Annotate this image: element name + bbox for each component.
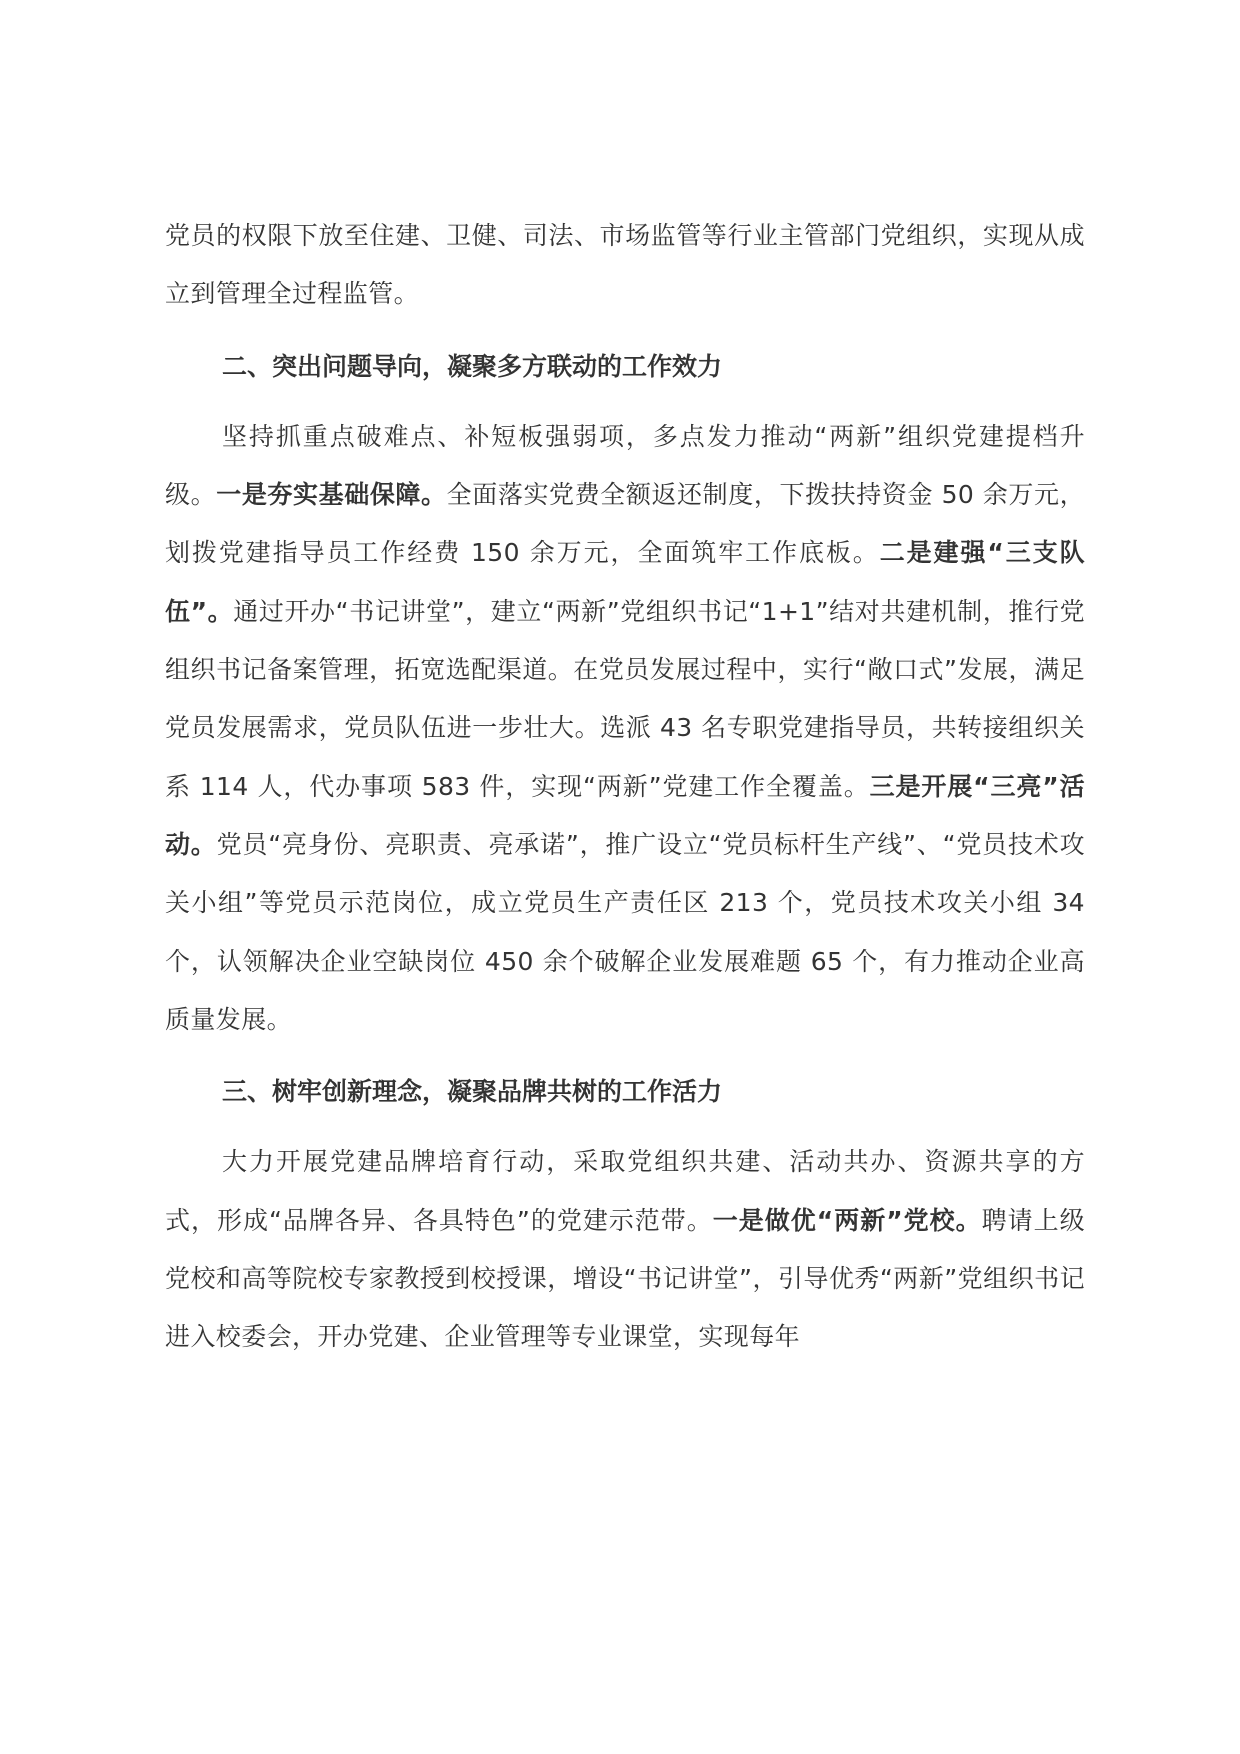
section3-point1-title: 一是做优“两新”党校。: [712, 1205, 982, 1235]
section2-point1-title: 一是夯实基础保障。: [216, 480, 447, 510]
section2-point3-title: 三是开展“三亮”活动。: [165, 771, 1086, 859]
section3-paragraph: [165, 1133, 1085, 1366]
section2-intro: 坚持抓重点破难点、补短板强弱项，多点发力推动“两新”组织党建提档升级。: [165, 421, 1085, 510]
section3-intro: 大力开展党建品牌培育行动，采取党组织共建、活动共办、资源共享的方式，形成“品牌各异、各具特色”的党建示范带。: [165, 1147, 1085, 1235]
section2-paragraph: [165, 408, 1085, 1049]
continued-paragraph-text: 党员的权限下放至住建、卫健、司法、市场监管等行业主管部门党组织，实现从成立到管理全过程监管。: [165, 221, 1085, 309]
continued-paragraph: [165, 207, 1085, 324]
section2-point2-text: 通过开办“书记讲堂”，建立“两新”党组织书记“1+1”结对共建机制，推行党组织书记备案管理，拓宽选配渠道。在党员发展过程中，实行“敞口式”发展，满足党员发展需求，党员队伍进一步壮大。选派 43 名专职党建指导员，共转接组织关系 114 人，代办事项 583 件，实现“两新”党建工作全覆盖。: [165, 596, 1085, 801]
section2-point1-text: 全面落实党费全额返还制度，下拨扶持资金 50 余万元，划拨党建指导员工作经费 150 余万元，全面筑牢工作底板。: [165, 480, 1085, 568]
section2-point3-text: 党员“亮身份、亮职责、亮承诺”，推广设立“党员标杆生产线”、“党员技术攻关小组”等党员示范岗位，成立党员生产责任区 213 个，党员技术攻关小组 34 个，认领解决企业空缺岗位 450 余个破解企业发展难题 65 个，有力推动企业高质量发展。: [165, 829, 1085, 1034]
section3-point1-text: 聘请上级党校和高等院校专家教授到校授课，增设“书记讲堂”，引导优秀“两新”党组织书记进入校委会，开办党建、企业管理等专业课堂，实现每年: [165, 1205, 1085, 1352]
section2-point2-title: 二是建强“三支队伍”。: [165, 538, 1085, 626]
section-heading-3: 三、树牢创新理念，凝聚品牌共树的工作活力: [222, 1077, 723, 1107]
document-body: [165, 221, 1086, 1367]
section-heading-2: 二、突出问题导向，凝聚多方联动的工作效力: [222, 351, 723, 381]
